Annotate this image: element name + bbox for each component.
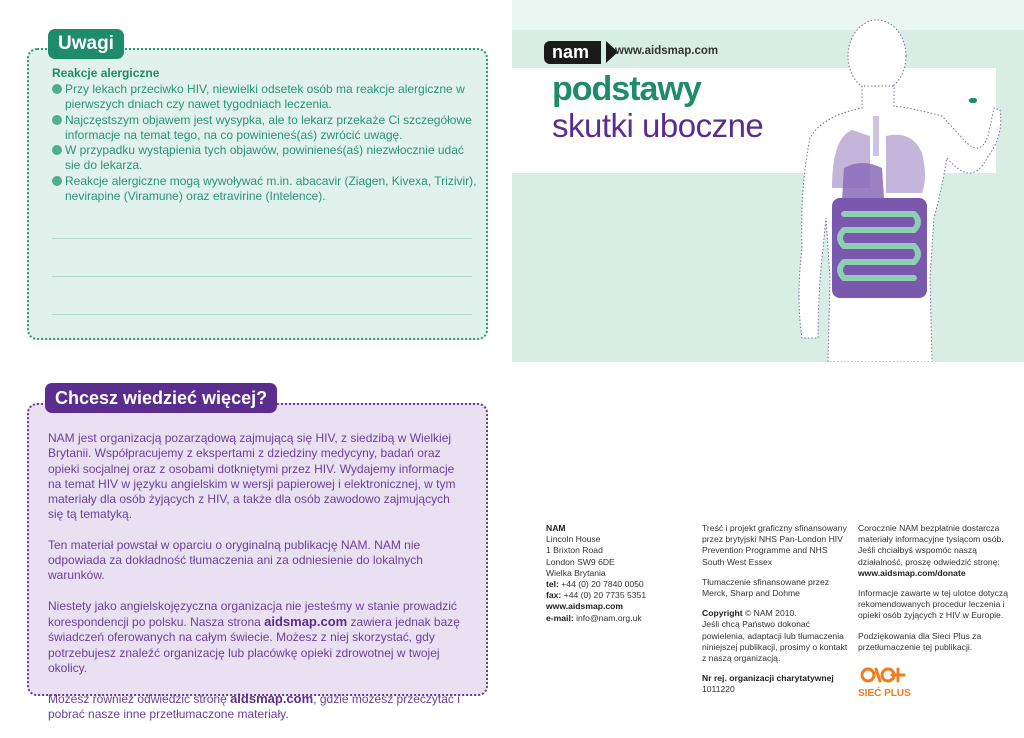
- paragraph: Możesz również odwiedzić stronę aidsmap.com, gdzie możesz przeczytać i pobrać nasze inne przetłumaczone materiały.: [48, 691, 460, 722]
- note-line: [52, 238, 472, 239]
- note-line: [52, 314, 472, 315]
- svg-text:SIEĆ PLUS: SIEĆ PLUS: [858, 688, 911, 699]
- email-link[interactable]: info@nam.org.uk: [573, 612, 642, 623]
- notes-title: Uwagi: [48, 29, 124, 59]
- charity-label: Nr rej. organizacji charytatywnej: [702, 673, 834, 684]
- siec-plus-logo: [858, 665, 938, 699]
- list-item: W przypadku wystąpienia tych objawów, powinieneś(aś) niezwłocznie udać sie do lekarza.: [52, 143, 477, 174]
- list-item: Reakcje alergiczne mogą wywoływać m.in. abacavir (Ziagen, Kivexa, Trizivir), nevirapine (Viramune) oraz etravirine (Intelence).: [52, 174, 477, 205]
- website-link[interactable]: www.aidsmap.com: [546, 601, 624, 612]
- body-illustration: [782, 18, 1022, 362]
- donate-text: Corocznie NAM bezpłatnie dostarcza materiały informacyjne tysiącom osób. Jeśli chciałbyś wspomóc naszą działalność, proszę odwiedzić stronę:: [858, 523, 1004, 567]
- contact-block: [546, 523, 686, 624]
- list-item: Najczęstszym objawem jest wysypka, ale to lekarz przekaże Ci szczegółowe informacje na temat tego, na co powinieneś(aś) zwrócić uwagę.: [52, 113, 477, 144]
- paragraph: NAM jest organizacją pozarządową zajmującą się HIV, z siedzibą w Wielkiej Brytanii. Współpracujemy z ekspertami z dziedziny medycyny, badań oraz opieki socjalnej oraz z osobami dotkniętymi przez HIV. Wydajemy informacje na temat HIV w języku angielskim w wersji papierowej i elektronicznej, w tym materiały dla osób żyjących z HIV, a także dla osób zawodowo zajmujących się tą tematyką.: [48, 431, 456, 522]
- notes-heading: Reakcje alergiczne: [52, 66, 160, 80]
- address-line: London SW9 6DE: [546, 556, 615, 567]
- fax: fax: +44 (0) 20 7735 5351: [546, 590, 647, 601]
- credits-block: [702, 523, 850, 696]
- charity-number: 1011220: [702, 684, 735, 695]
- address-line: 1 Brixton Road: [546, 545, 603, 556]
- aidsmap-link[interactable]: aidsmap.com: [264, 613, 348, 629]
- email: e-mail: info@nam.org.uk: [546, 612, 642, 623]
- funding-text: Treść i projekt graficzny sfinansowany przez brytyjski NHS Pan-London HIV Prevention Programme and NHS South West Essex: [702, 523, 847, 567]
- reproduction-text: Jeśli chcą Państwo dokonać powielenia, adaptacji lub tłumaczenia niniejszej publikacji, prosimy o kontakt z naszą organizacją.: [702, 619, 848, 664]
- cover-panel: [512, 0, 1024, 362]
- more-info-title: Chcesz wiedzieć więcej?: [45, 383, 277, 413]
- translation-funding: Tłumaczenie sfinansowane przez Merck, Sharp and Dohme: [702, 576, 830, 599]
- paragraph: Ten materiał powstał w oparciu o oryginalną publikację NAM. NAM nie odpowiada za dokładność tłumaczenia ani za odniesienie do lokalnych warunków.: [48, 537, 423, 583]
- nam-logo: nam: [544, 41, 601, 64]
- notes-list: [52, 82, 477, 204]
- info-text: Informacje zawarte w tej ulotce dotyczą rekomendowanych procedur leczenia i opieki osób żyjących z HIV w Europie.: [858, 588, 1008, 621]
- thanks-text: Podziękowania dla Sieci Plus za przetłumaczenie tej publikacji.: [858, 630, 982, 652]
- address-line: Lincoln House: [546, 534, 601, 545]
- cover-subtitle: skutki uboczne: [552, 107, 764, 144]
- cover-title: podstawy: [552, 70, 701, 108]
- list-item: Przy lekach przeciwko HIV, niewielki odsetek osób ma reakcje alergiczne w pierwszych dniach czy nawet tygodniach leczenia.: [52, 82, 477, 113]
- paragraph: Niestety jako angielskojęzyczna organizacja nie jesteśmy w stanie prowadzić korespondencji po polsku. Nasza strona aidsmap.com zawiera jednak bazę świadczeń oferowanych na całym świecie. Możesz z niej skorzystać, gdy potrzebujesz znaleźć organizację lub placówkę opieki zdrowotnej w twojej okolicy.: [48, 598, 460, 675]
- org-name: NAM: [546, 523, 566, 533]
- note-line: [52, 276, 472, 277]
- copyright: Copyright © NAM 2010.: [702, 608, 797, 619]
- aidsmap-link[interactable]: aidsmap.com: [230, 691, 314, 707]
- more-info-text: [48, 431, 468, 738]
- notes-block: [858, 523, 1008, 662]
- phone: tel: +44 (0) 20 7840 0050: [546, 579, 644, 590]
- cover-url[interactable]: www.aidsmap.com: [615, 45, 719, 57]
- donate-link[interactable]: www.aidsmap.com/donate: [858, 567, 966, 578]
- address-line: Wielka Brytania: [546, 567, 606, 578]
